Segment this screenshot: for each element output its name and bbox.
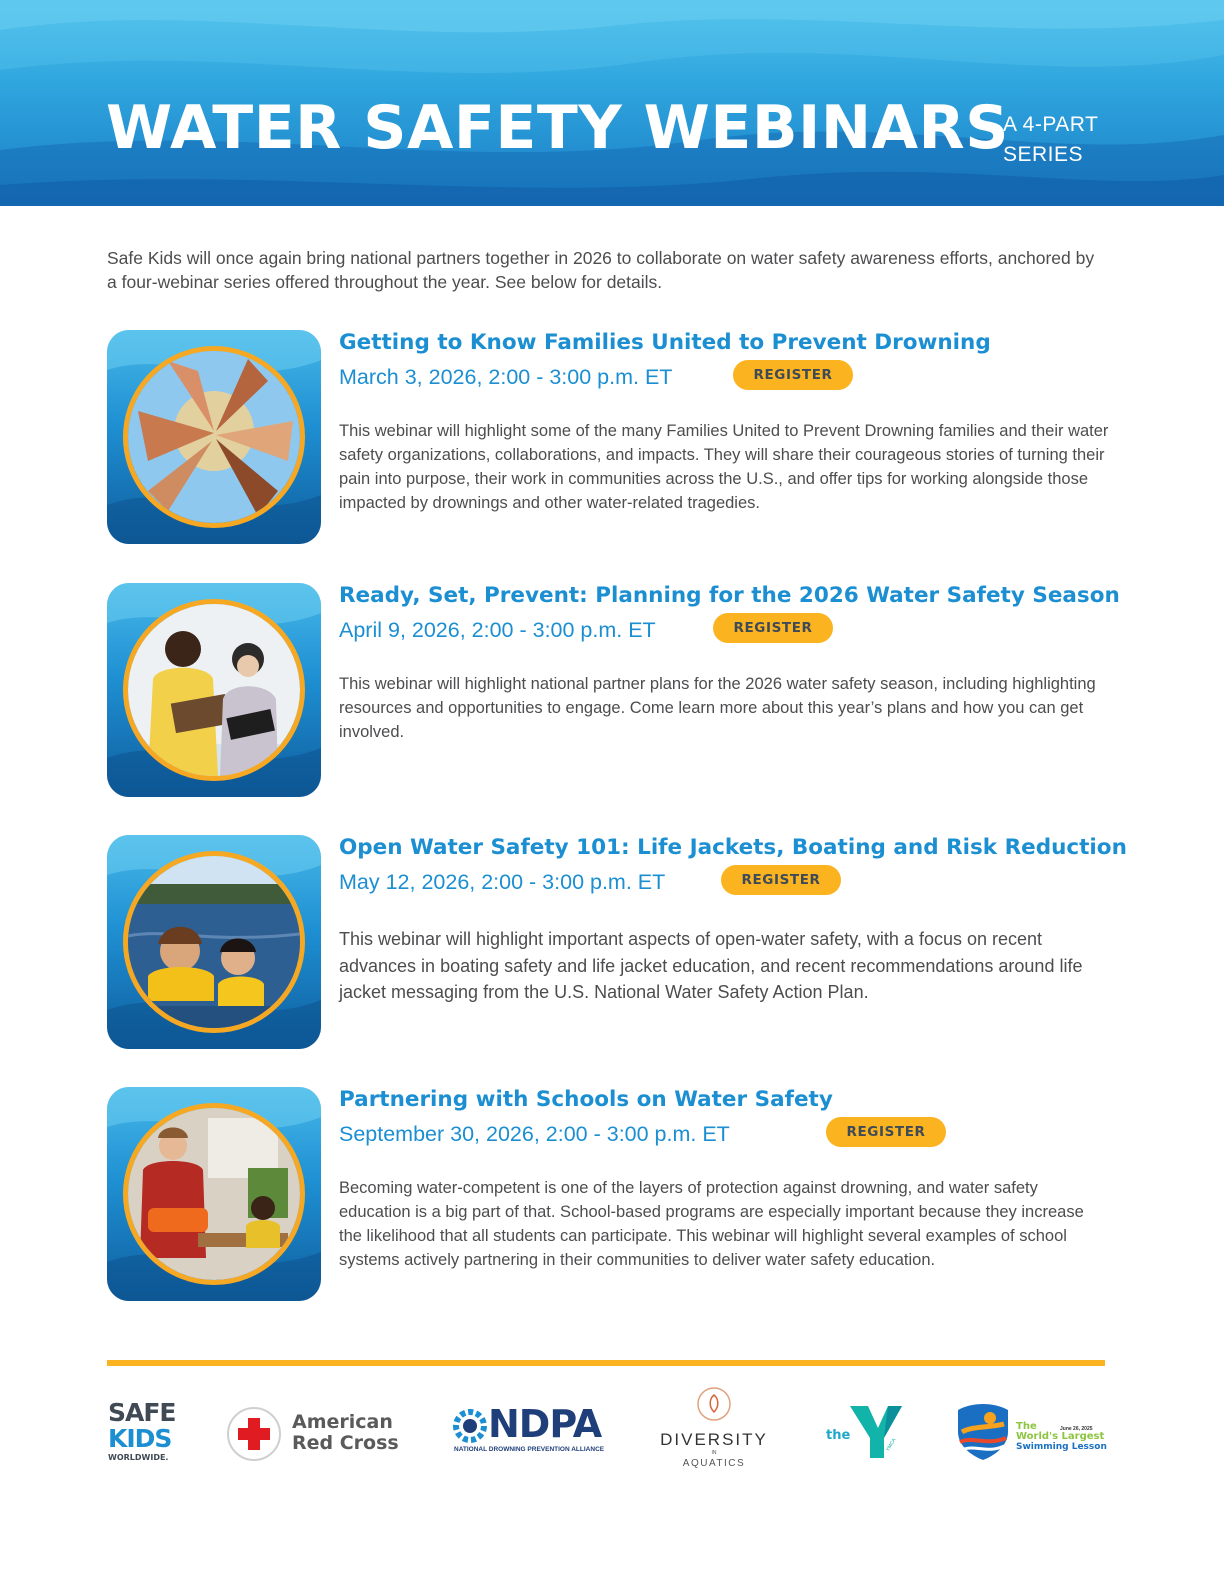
ymca-logo <box>826 1402 906 1462</box>
webinar-date: March 3, 2026, 2:00 - 3:00 p.m. ET <box>339 365 673 389</box>
hands-photo <box>123 346 305 528</box>
ymca-the: the <box>826 1428 851 1443</box>
webinar-card <box>107 1087 1117 1303</box>
diversity-line-3: AQUATICS <box>682 1458 746 1469</box>
webinar-title: Ready, Set, Prevent: Planning for the 2026 Water Safety Season <box>339 583 1120 608</box>
ndpa-full-name: NATIONAL DROWNING PREVENTION ALLIANCE <box>454 1446 605 1453</box>
page-title: WATER SAFETY WEBINARS <box>106 93 1009 163</box>
footer-divider <box>107 1360 1105 1366</box>
webinar-title: Getting to Know Families United to Prevent Drowning <box>339 330 991 355</box>
register-button[interactable]: REGISTER <box>826 1117 946 1147</box>
intro-paragraph: Safe Kids will once again bring national partners together in 2026 to collaborate on water safety awareness efforts, anchored by a four-webinar series offered throughout the year. See below for details. <box>107 248 1095 292</box>
swimmer-shield-icon <box>952 1402 1014 1462</box>
ndpa-gear-icon <box>452 1408 488 1444</box>
webinar-title: Partnering with Schools on Water Safety <box>339 1087 833 1112</box>
subtitle-line-1: A 4-PART <box>1003 113 1099 136</box>
meeting-photo <box>123 599 305 781</box>
webinar-date: September 30, 2026, 2:00 - 3:00 p.m. ET <box>339 1122 730 1146</box>
webinar-date: May 12, 2026, 2:00 - 3:00 p.m. ET <box>339 870 666 894</box>
header-banner <box>0 0 1224 206</box>
wlsl-line-1: The <box>1016 1421 1037 1432</box>
wlsl-date: June 26, 2025 <box>1060 1426 1093 1432</box>
subtitle-line-2: SERIES <box>1003 143 1084 166</box>
ymca-y-icon <box>848 1402 904 1460</box>
webinar-description: This webinar will highlight some of the many Families United to Prevent Drowning families and their water safety organizations, collaborations, and impacts. They will share their courageous stories of turning their pain into purpose, their work in communities across the U.S., and offer tips for working alongside those impacted by drownings and other water-related tragedies. <box>339 422 1109 512</box>
webinar-thumbnail <box>107 835 321 1049</box>
red-cross-line-2: Red Cross <box>292 1432 399 1454</box>
webinar-thumbnail <box>107 1087 321 1301</box>
safe-kids-line-3: WORLDWIDE. <box>108 1453 169 1462</box>
ndpa-logo <box>452 1402 612 1456</box>
ndpa-name: NDPA <box>488 1402 602 1446</box>
red-cross-icon <box>226 1406 282 1462</box>
webinar-description: Becoming water-competent is one of the layers of protection against drowning, and water safety education is a big part of that. School-based programs are especially important because they increase the likelihood that all students can participate. This webinar will highlight several examples of school systems actively partnering in their communities to deliver water safety education. <box>339 1179 1084 1269</box>
classroom-photo <box>123 1103 305 1285</box>
wlsl-line-3: Swimming Lesson <box>1016 1442 1107 1452</box>
webinar-card <box>107 583 1120 799</box>
wlsl-line-2: World's Largest <box>1016 1431 1105 1442</box>
diversity-leaf-icon <box>696 1386 732 1422</box>
webinar-thumbnail <box>107 330 321 544</box>
webinar-description: This webinar will highlight important aspects of open-water safety, with a focus on recent advances in boating safety and life jacket education, and recent recommendations around life jacket messaging from the U.S. National Water Safety Action Plan. <box>339 929 1083 1002</box>
safe-kids-logo <box>108 1400 188 1462</box>
lake-photo <box>123 851 305 1033</box>
diversity-line-1: DIVERSITY <box>660 1430 768 1449</box>
red-cross-line-1: American <box>292 1411 393 1433</box>
safe-kids-line-2: KIDS <box>108 1424 172 1453</box>
register-button[interactable]: REGISTER <box>721 865 841 895</box>
register-button[interactable]: REGISTER <box>733 360 853 390</box>
safe-kids-line-1: SAFE <box>108 1398 176 1427</box>
webinar-date: April 9, 2026, 2:00 - 3:00 p.m. ET <box>339 618 656 642</box>
worlds-largest-swimming-lesson-logo <box>952 1402 1107 1464</box>
diversity-line-2: IN <box>711 1450 717 1456</box>
ymca-small-text: YMCA <box>885 1437 898 1453</box>
webinar-thumbnail <box>107 583 321 797</box>
red-cross-logo <box>226 1406 406 1466</box>
page-subtitle <box>1003 110 1133 170</box>
webinar-card <box>107 835 1127 1051</box>
webinar-description: This webinar will highlight national partner plans for the 2026 water safety season, including highlighting resources and opportunities to engage. Come learn more about this year’s plans and how you can get involved. <box>339 675 1096 741</box>
webinar-card <box>107 330 1117 546</box>
webinar-title: Open Water Safety 101: Life Jackets, Boating and Risk Reduction <box>339 835 1127 860</box>
diversity-in-aquatics-logo <box>654 1386 774 1478</box>
register-button[interactable]: REGISTER <box>713 613 833 643</box>
